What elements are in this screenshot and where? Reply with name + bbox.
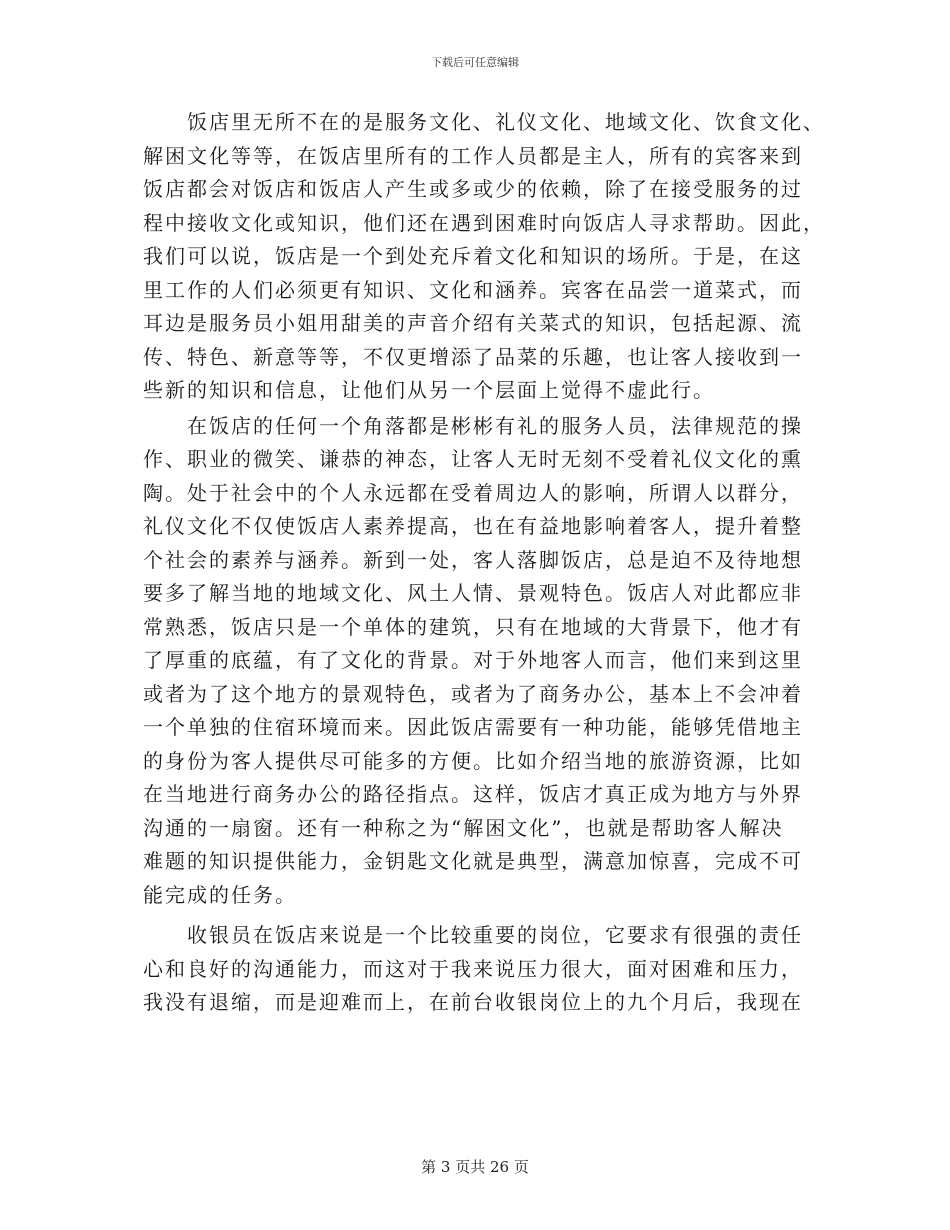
text-line: 我没有退缩，而是迎难而上，在前台收银岗位上的九个月后，我现在 [143, 990, 803, 1014]
paragraph-etiquette-culture [143, 410, 807, 913]
text-line: 陶。处于社会中的个人永远都在受着周边人的影响，所谓人以群分， [143, 480, 803, 505]
text-line: 收银员在饭店来说是一个比较重要的岗位，它要求有很强的责任 [143, 923, 803, 947]
text-line: 了厚重的底蕴，有了文化的背景。对于外地客人而言，他们来到这里 [143, 648, 803, 672]
text-line: 在饭店的任何一个角落都是彬彬有礼的服务人员，法律规范的操 [143, 413, 803, 438]
text-line: 难题的知识提供能力，金钥匙文化就是典型，满意加惊喜，完成不可 [143, 849, 803, 873]
text-line: 沟通的一扇窗。还有一种称之为“解困文化”，也就是帮助客人解决 [143, 815, 784, 840]
paragraph-cashier-role [143, 919, 807, 1020]
page-footer: 第 3 页共 26 页 [421, 1158, 529, 1176]
text-line: 常熟悉，饭店只是一个单体的建筑，只有在地域的大背景下，他才有 [143, 614, 803, 639]
text-line: 个社会的素养与涵养。新到一处，客人落脚饭店，总是迫不及待地想 [143, 547, 803, 572]
text-line: 礼仪文化不仅使饭店人素养提高，也在有益地影响着客人，提升着整 [143, 514, 803, 538]
text-line: 心和良好的沟通能力，而这对于我来说压力很大，面对困难和压力， [143, 956, 803, 981]
text-line: 我们可以说，饭店是一个到处充斥着文化和知识的场所。于是，在这 [143, 244, 803, 268]
text-line: 或者为了这个地方的景观特色，或者为了商务办公，基本上不会冲着 [143, 681, 803, 706]
text-line: 的身份为客人提供尽可能多的方便。比如介绍当地的旅游资源，比如 [143, 748, 803, 773]
text-line: 些新的知识和信息，让他们从另一个层面上觉得不虚此行。 [143, 378, 715, 402]
text-line: 要多了解当地的地域文化、风土人情、景观特色。饭店人对此都应非 [143, 581, 803, 605]
text-line: 传、特色、新意等等，不仅更增添了品菜的乐趣，也让客人接收到一 [143, 344, 803, 369]
page-header: 下载后可任意编辑 [431, 56, 519, 69]
paragraph-service-culture [143, 106, 825, 408]
text-line: 程中接收文化或知识，他们还在遇到困难时向饭店人寻求帮助。因此， [143, 210, 825, 235]
text-line: 作、职业的微笑、谦恭的神态，让客人无时无刻不受着礼仪文化的熏 [143, 447, 803, 471]
text-line: 饭店里无所不在的是服务文化、礼仪文化、地域文化、饮食文化、 [143, 110, 825, 134]
document-body [143, 106, 825, 1020]
text-line: 解困文化等等，在饭店里所有的工作人员都是主人，所有的宾客来到 [143, 143, 803, 168]
text-line: 里工作的人们必须更有知识、文化和涵养。宾客在品尝一道菜式，而 [143, 277, 803, 302]
text-line: 能完成的任务。 [143, 882, 297, 907]
text-line: 耳边是服务员小姐用甜美的声音介绍有关菜式的知识，包括起源、流 [143, 311, 803, 335]
text-line: 饭店都会对饭店和饭店人产生或多或少的依赖，除了在接受服务的过 [143, 177, 803, 201]
text-line: 在当地进行商务办公的路径指点。这样，饭店才真正成为地方与外界 [143, 782, 803, 806]
text-line: 一个单独的住宿环境而来。因此饭店需要有一种功能，能够凭借地主 [143, 715, 803, 739]
